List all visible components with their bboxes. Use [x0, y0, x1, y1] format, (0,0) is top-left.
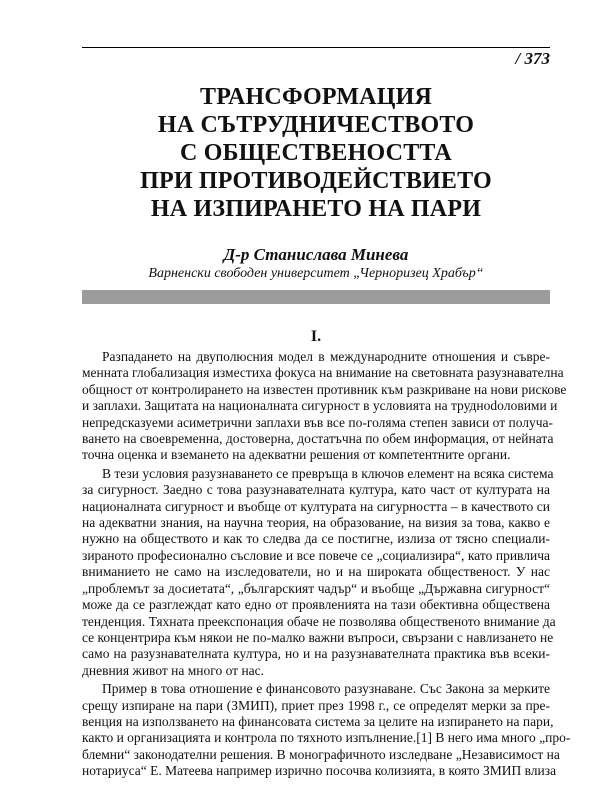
text-line: за сигурност. Заедно с това разузнавателната култура, като част от културата на — [82, 482, 550, 498]
text-line: тенденция. Тяхната преекспонация обаче не позволява общественото внимание да — [82, 613, 556, 629]
section-divider-band — [82, 290, 550, 304]
header-rule — [82, 47, 550, 48]
text-line: може да се разглеждат като едно от проявленията на тази обективна обществена — [82, 597, 550, 613]
text-line: само на разузнавателната култура, но и на разузнавателната практика във всеки- — [82, 646, 550, 662]
text-line: венция на използването на финансовата система за целите на изпирането на пари, — [82, 713, 554, 729]
text-line: „проблемът за досиетата“, „българският чадър“ и въобще „Държавна сигурност“ — [82, 580, 550, 596]
text-line: нужно на обществото и как то следва да се постигне, излиза от тясно специали- — [82, 531, 550, 547]
text-line: на адекватни знания, на научна теория, на образование, на визия за това, какво е — [82, 515, 550, 531]
text-line: както и организацията и контрола по тяхното изпълнение.[1] В него има много „про- — [82, 730, 571, 746]
title-line: ТРАНСФОРМАЦИЯ — [200, 84, 432, 110]
author-name: Д-р Станислава Минева — [223, 245, 409, 264]
text-line: Пример в това отношение е финансовото разузнаване. Със Закона за мерките — [102, 681, 550, 697]
text-line: общност от контролирането на известен противник към разкриване на нови рискове — [82, 381, 567, 397]
text-line: нотариуса“ Е. Матеева например изрично посочва колизията, в която ЗМИП влиза — [82, 763, 557, 779]
page-number: / 373 — [515, 49, 550, 68]
title-line: НА СЪТРУДНИЧЕСТВОТО — [157, 112, 475, 138]
text-line: ването на своевременна, достоверна, достатъчна по обем информация, от нейната — [82, 431, 554, 447]
title-line: С ОБЩЕСТВЕНОСТТА — [180, 140, 452, 166]
text-line: зираното професионално съсловие и все повече се „социализира“, като привлича — [82, 547, 550, 563]
text-line: непредсказуеми асиметрични заплахи във все по-голяма степен зависи от получа- — [82, 414, 554, 430]
text-line: дневния живот на много от нас. — [82, 662, 265, 678]
section-heading: I. — [310, 328, 322, 345]
article-title — [82, 83, 550, 223]
article-body — [82, 349, 571, 782]
author-affiliation: Варненски свободен университет „Черноризец Храбър“ — [148, 266, 484, 281]
text-line: се концентрира към някои не по-малко важни въпроси, свързани с навлизането не — [82, 629, 554, 645]
paragraph — [82, 681, 571, 779]
text-line: вниманието не само на изследователи, но и на широката общественост. У нас — [82, 564, 550, 580]
text-line: В тези условия разузнаването се превръща в ключов елемент на всяка система — [102, 465, 554, 481]
text-line: менната глобализация изместиха фокуса на вниманиe на световната разузнавателна — [82, 365, 564, 381]
text-line: точна оценка и вземането на адекватни решения от компетентните органи. — [82, 447, 511, 463]
text-line: националната сигурност и въобще от културата на сигурността – в качеството си — [82, 498, 550, 514]
paragraph — [82, 349, 567, 464]
text-line: и заплахи. Защитата на националната сигурност в условията на трудноdoловими и — [82, 398, 558, 414]
title-line: ПРИ ПРОТИВОДЕЙСТВИЕТО — [140, 168, 492, 194]
text-line: срещу изпиране на пари (ЗМИП), приет през 1998 г., се определят мерки за пре- — [82, 697, 550, 713]
title-line: НА ИЗПИРАНЕТО НА ПАРИ — [150, 196, 482, 222]
text-line: Разпадането на двуполюсния модел в международните отношения и съвре- — [102, 349, 550, 364]
paragraph — [82, 465, 556, 679]
text-line: блемни“ законодателни решения. В монографичното изследване „Независимост на — [82, 746, 560, 762]
